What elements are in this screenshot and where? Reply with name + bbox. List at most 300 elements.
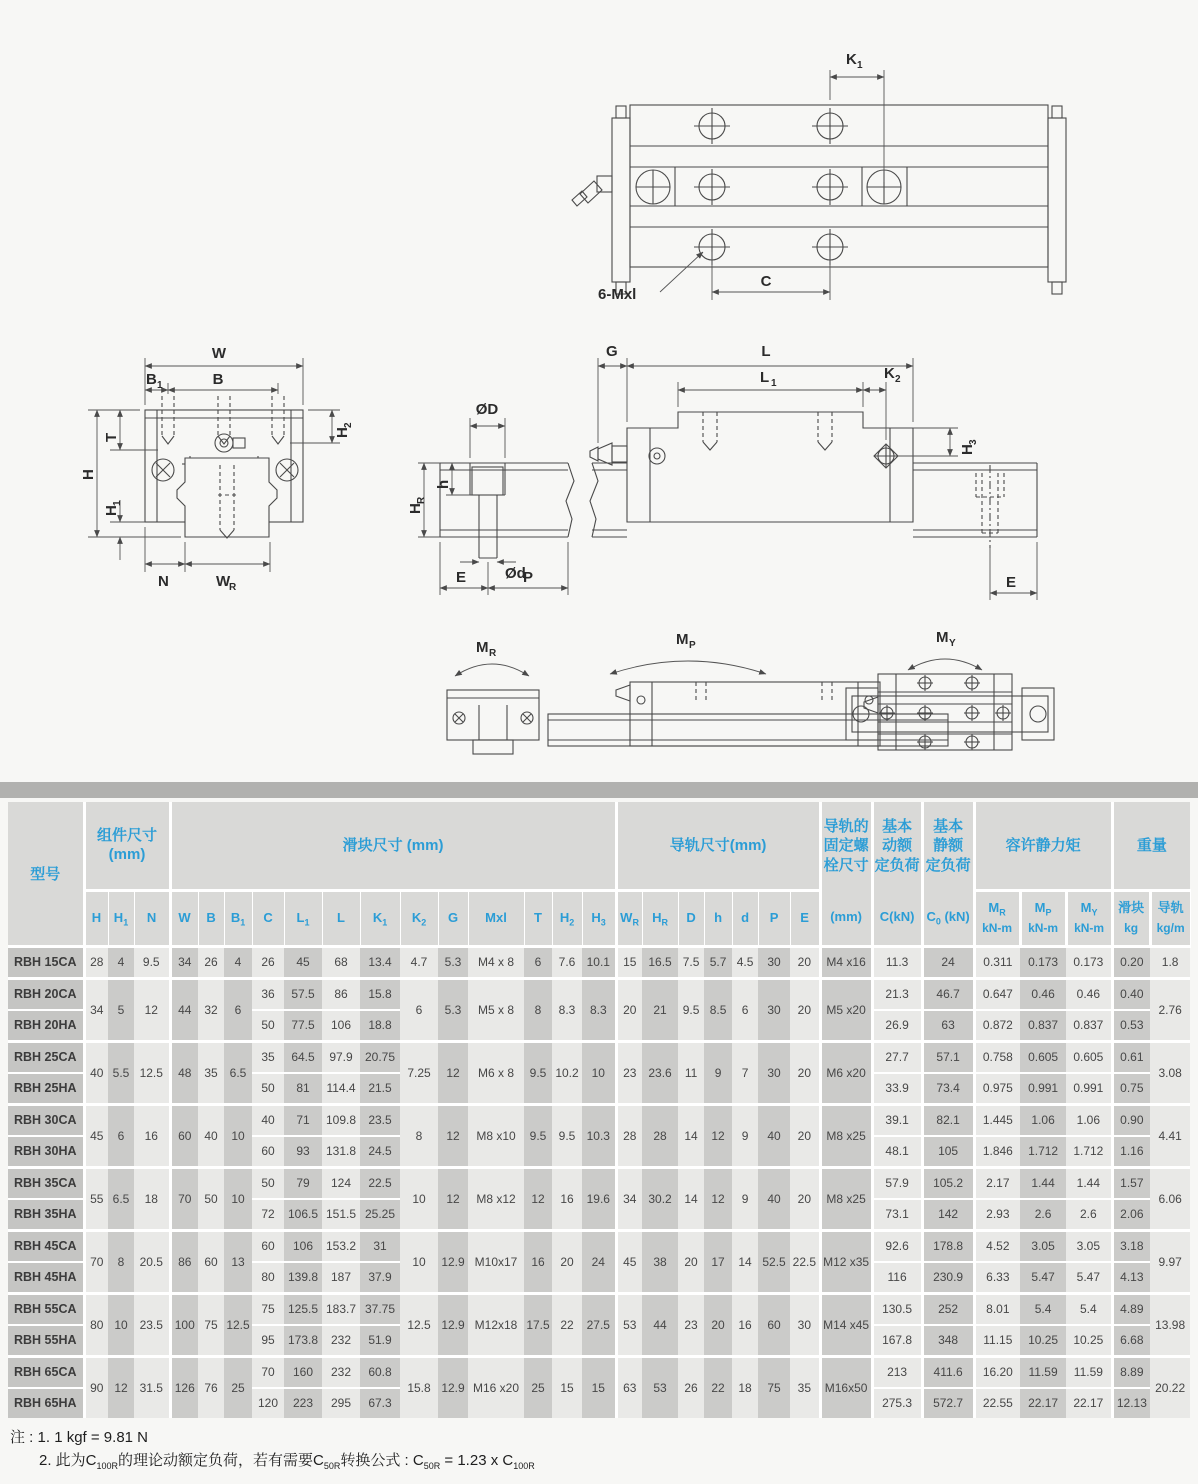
table-cell: 232 [322, 1325, 360, 1357]
table-cell: 93 [284, 1136, 322, 1168]
table-cell: 23.5 [360, 1104, 400, 1136]
dim-label-sub: 1 [157, 380, 163, 391]
table-cell: 21.5 [360, 1073, 400, 1105]
table-cell: 173.8 [284, 1325, 322, 1357]
footnote-1-text: 1. 1 kgf = 9.81 N [37, 1428, 149, 1446]
table-cell: 38 [642, 1230, 678, 1293]
table-cell: M4 x 8 [468, 946, 524, 978]
table-cell: 187 [322, 1262, 360, 1294]
table-cell: 5.3 [438, 946, 468, 978]
table-cell: 24 [582, 1230, 616, 1293]
column-header: $C_0$ (kN) [922, 890, 974, 946]
table-cell: 40 [758, 1167, 790, 1230]
table-cell: 0.75 [1112, 1073, 1150, 1105]
table-cell: 232 [322, 1356, 360, 1388]
table-cell: 34 [616, 1167, 642, 1230]
table-cell: 7.6 [552, 946, 582, 978]
table-cell: 31.5 [134, 1356, 170, 1418]
table-cell: 15.8 [400, 1356, 438, 1418]
table-cell: 5.47 [1020, 1262, 1066, 1294]
table-cell: 126 [170, 1356, 198, 1418]
dim-label: E [1006, 574, 1017, 591]
table-cell: 22.17 [1066, 1388, 1112, 1418]
table-cell: 5.47 [1066, 1262, 1112, 1294]
table-cell: 50 [198, 1167, 224, 1230]
table-cell: 22.5 [360, 1167, 400, 1199]
table-cell: 12 [524, 1167, 552, 1230]
table-cell: 8.3 [552, 978, 582, 1041]
dim-label-sub: 1 [112, 500, 123, 506]
table-cell: 80 [252, 1262, 284, 1294]
table-cell: 20 [678, 1230, 704, 1293]
table-cell: 6.06 [1150, 1167, 1190, 1230]
column-header: P [758, 890, 790, 946]
table-cell: 75 [198, 1293, 224, 1356]
table-cell: 1.712 [1066, 1136, 1112, 1168]
table-cell: 6 [732, 978, 758, 1041]
table-cell: 106 [284, 1230, 322, 1262]
table-cell: 90 [84, 1356, 108, 1418]
table-cell: 9.5 [524, 1104, 552, 1167]
table-cell: 30 [790, 1293, 820, 1356]
table-cell: 4.7 [400, 946, 438, 978]
table-cell: M6 x20 [820, 1041, 872, 1104]
table-cell: 70 [84, 1230, 108, 1293]
dim-label: E [456, 569, 467, 586]
table-cell: 124 [322, 1167, 360, 1199]
table-cell: 60.8 [360, 1356, 400, 1388]
table-cell: 34 [84, 978, 108, 1041]
table-cell: 2.93 [974, 1199, 1020, 1231]
dim-label: T [103, 432, 120, 442]
column-header: (mm) [820, 890, 872, 946]
table-row [8, 1230, 1190, 1262]
column-header: $W_R$ [616, 890, 642, 946]
dim-label-sub: 3 [968, 439, 979, 445]
table-cell: 106.5 [284, 1199, 322, 1231]
table-cell: 348 [922, 1325, 974, 1357]
table-cell: 0.173 [1020, 946, 1066, 978]
table-cell: 5.3 [438, 978, 468, 1041]
dim-label: C [760, 273, 772, 290]
table-cell: 7 [732, 1041, 758, 1104]
table-cell: 12.5 [224, 1293, 252, 1356]
table-cell: 12 [134, 978, 170, 1041]
thread-callout: 6-Mxl [598, 286, 637, 303]
table-cell: 10 [224, 1104, 252, 1167]
table-row [8, 1293, 1190, 1325]
dim-label: L [761, 343, 771, 360]
column-header: D [678, 890, 704, 946]
table-cell: 82.1 [922, 1104, 974, 1136]
table-cell: 50 [252, 1010, 284, 1042]
table-cell: 8.01 [974, 1293, 1020, 1325]
table-cell: 26 [252, 946, 284, 978]
table-cell: 16 [552, 1167, 582, 1230]
table-cell: 13.4 [360, 946, 400, 978]
table-cell: M5 x 8 [468, 978, 524, 1041]
dim-label-sub: Y [949, 638, 956, 649]
column-header: $K_2$ [400, 890, 438, 946]
grease-nipple-icon [572, 176, 612, 206]
dim-label-sub: R [489, 648, 497, 659]
table-cell: 6 [400, 978, 438, 1041]
table-cell: 12 [108, 1356, 134, 1418]
table-cell: 142 [922, 1199, 974, 1231]
table-cell: 79 [284, 1167, 322, 1199]
table-cell: 23 [678, 1293, 704, 1356]
table-cell: 2.06 [1112, 1199, 1150, 1231]
table-cell: 11.59 [1066, 1356, 1112, 1388]
table-cell: 68 [322, 946, 360, 978]
table-cell: 23.5 [134, 1293, 170, 1356]
table-row [8, 1167, 1190, 1199]
table-cell: 81 [284, 1073, 322, 1105]
column-header: 导轨 kg/m [1150, 890, 1190, 946]
table-cell: 109.8 [322, 1104, 360, 1136]
spec-table [8, 802, 1191, 1418]
table-cell: 97.9 [322, 1041, 360, 1073]
model-cell: RBH 55HA [8, 1325, 84, 1357]
column-header: $M_R$ kN-m [974, 890, 1020, 946]
table-cell: 153.2 [322, 1230, 360, 1262]
table-cell: 8.89 [1112, 1356, 1150, 1388]
table-cell: 15 [552, 1356, 582, 1418]
table-cell: 30 [758, 946, 790, 978]
table-cell: 12.5 [134, 1041, 170, 1104]
footnote-prefix: 注 : [10, 1428, 38, 1446]
table-cell: 48 [170, 1041, 198, 1104]
table-cell: 0.90 [1112, 1104, 1150, 1136]
table-cell: 73.4 [922, 1073, 974, 1105]
table-cell: 33.9 [872, 1073, 922, 1105]
model-cell: RBH 55CA [8, 1293, 84, 1325]
table-cell: 60 [252, 1230, 284, 1262]
table-cell: 72 [252, 1199, 284, 1231]
table-cell: 25.25 [360, 1199, 400, 1231]
table-cell: 1.44 [1066, 1167, 1112, 1199]
table-cell: 0.991 [1020, 1073, 1066, 1105]
table-cell: 1.846 [974, 1136, 1020, 1168]
column-header: N [134, 890, 170, 946]
model-cell: RBH 45HA [8, 1262, 84, 1294]
table-cell: 20.5 [134, 1230, 170, 1293]
table-cell: 35 [790, 1356, 820, 1418]
table-cell: 48.1 [872, 1136, 922, 1168]
table-cell: 12 [704, 1167, 732, 1230]
column-header: $B_1$ [224, 890, 252, 946]
table-cell: 20 [704, 1293, 732, 1356]
table-cell: 3.18 [1112, 1230, 1150, 1262]
table-cell: 23 [616, 1041, 642, 1104]
table-cell: 5 [108, 978, 134, 1041]
table-cell: 6 [108, 1104, 134, 1167]
block-front-view-drawing [80, 345, 354, 593]
table-cell: 4.41 [1150, 1104, 1190, 1167]
model-cell: RBH 65HA [8, 1388, 84, 1418]
table-cell: 80 [84, 1293, 108, 1356]
table-cell: 12 [438, 1167, 468, 1230]
table-cell: 4.13 [1112, 1262, 1150, 1294]
table-cell: 20 [790, 1041, 820, 1104]
column-header: Mxl [468, 890, 524, 946]
grease-nipple-icon [215, 434, 233, 452]
dim-label: K [846, 51, 857, 68]
table-cell: 12 [438, 1041, 468, 1104]
column-header: E [790, 890, 820, 946]
table-cell: 105 [922, 1136, 974, 1168]
column-group-header: 容许静力矩 [974, 802, 1112, 890]
table-cell: 100 [170, 1293, 198, 1356]
table-cell: 21 [642, 978, 678, 1041]
table-cell: 7.5 [678, 946, 704, 978]
dim-label: B [212, 371, 224, 388]
table-cell: 12 [704, 1104, 732, 1167]
table-cell: 28 [642, 1104, 678, 1167]
table-cell: 106 [322, 1010, 360, 1042]
table-cell: 0.758 [974, 1041, 1020, 1073]
table-cell: 1.44 [1020, 1167, 1066, 1199]
column-group-header: 基本 静额 定负荷 [922, 802, 974, 890]
table-cell: 70 [170, 1167, 198, 1230]
table-cell: 12 [438, 1104, 468, 1167]
table-cell: 9 [732, 1104, 758, 1167]
table-cell: 22.17 [1020, 1388, 1066, 1418]
dim-label-sub: 1 [857, 60, 863, 71]
dim-label: N [158, 573, 169, 590]
table-cell: 10 [400, 1167, 438, 1230]
table-cell: 8 [400, 1104, 438, 1167]
table-row [8, 1356, 1190, 1388]
table-cell: 0.605 [1066, 1041, 1112, 1073]
table-cell: 16 [524, 1230, 552, 1293]
table-cell: 22.5 [790, 1230, 820, 1293]
table-cell: 45 [616, 1230, 642, 1293]
column-header: $H_1$ [108, 890, 134, 946]
table-cell: 10 [108, 1293, 134, 1356]
table-cell: 14 [732, 1230, 758, 1293]
dim-label: H [959, 444, 976, 455]
table-cell: 411.6 [922, 1356, 974, 1388]
column-header: C(kN) [872, 890, 922, 946]
model-cell: RBH 45CA [8, 1230, 84, 1262]
table-cell: 252 [922, 1293, 974, 1325]
table-cell: 10.3 [582, 1104, 616, 1167]
table-cell: 18.8 [360, 1010, 400, 1042]
column-header: $H_R$ [642, 890, 678, 946]
table-cell: M14 x45 [820, 1293, 872, 1356]
table-cell: 10 [224, 1167, 252, 1230]
table-cell: 50 [252, 1167, 284, 1199]
mounting-hole-icon [636, 108, 901, 265]
table-cell: M8 x25 [820, 1104, 872, 1167]
side-view-drawing [407, 343, 1037, 600]
table-cell: 53 [616, 1293, 642, 1356]
table-cell: 2.6 [1066, 1199, 1112, 1231]
table-cell: 40 [198, 1104, 224, 1167]
table-cell: 0.837 [1020, 1010, 1066, 1042]
table-cell: 2.17 [974, 1167, 1020, 1199]
column-group-header: 滑块尺寸 (mm) [170, 802, 616, 890]
table-cell: 131.8 [322, 1136, 360, 1168]
table-cell: 20.75 [360, 1041, 400, 1073]
column-header: L [322, 890, 360, 946]
table-row [8, 978, 1190, 1010]
table-cell: 0.173 [1066, 946, 1112, 978]
table-cell: 76 [198, 1356, 224, 1418]
table-cell: 6.5 [224, 1041, 252, 1104]
table-cell: 70 [252, 1356, 284, 1388]
table-cell: 5.4 [1066, 1293, 1112, 1325]
table-cell: 40 [758, 1104, 790, 1167]
table-cell: 0.20 [1112, 946, 1150, 978]
table-cell: 71 [284, 1104, 322, 1136]
footnotes [10, 1426, 1198, 1473]
table-cell: 26 [198, 946, 224, 978]
table-cell: 8.5 [704, 978, 732, 1041]
table-cell: 20.22 [1150, 1356, 1190, 1418]
table-cell: 16 [732, 1293, 758, 1356]
table-cell: M10x17 [468, 1230, 524, 1293]
table-cell: 295 [322, 1388, 360, 1418]
table-cell: 57.5 [284, 978, 322, 1010]
table-cell: 1.16 [1112, 1136, 1150, 1168]
dim-label: ØD [475, 401, 499, 418]
table-cell: 1.445 [974, 1104, 1020, 1136]
table-cell: M16 x20 [468, 1356, 524, 1418]
table-cell: 37.9 [360, 1262, 400, 1294]
table-cell: 5.5 [108, 1041, 134, 1104]
table-cell: 63 [922, 1010, 974, 1042]
table-cell: 1.06 [1020, 1104, 1066, 1136]
table-cell: 75 [758, 1356, 790, 1418]
table-cell: M12x18 [468, 1293, 524, 1356]
table-cell: 4 [108, 946, 134, 978]
table-cell: 116 [872, 1262, 922, 1294]
table-cell: 9.97 [1150, 1230, 1190, 1293]
table-cell: 23.6 [642, 1041, 678, 1104]
dim-label: W [211, 345, 227, 362]
table-cell: 1.712 [1020, 1136, 1066, 1168]
table-cell: 12.13 [1112, 1388, 1150, 1418]
table-cell: 1.06 [1066, 1104, 1112, 1136]
table-cell: 14 [678, 1104, 704, 1167]
table-cell: 14 [678, 1167, 704, 1230]
table-cell: 12.9 [438, 1293, 468, 1356]
table-cell: 86 [322, 978, 360, 1010]
table-cell: 35 [252, 1041, 284, 1073]
table-cell: 57.1 [922, 1041, 974, 1073]
table-cell: 139.8 [284, 1262, 322, 1294]
moment-mr-diagram [447, 639, 539, 754]
table-cell: 1.8 [1150, 946, 1190, 978]
table-cell: 25 [524, 1356, 552, 1418]
table-cell: M16x50 [820, 1356, 872, 1418]
table-cell: 17 [704, 1230, 732, 1293]
table-cell: 4.89 [1112, 1293, 1150, 1325]
table-cell: 11.59 [1020, 1356, 1066, 1388]
table-cell: 92.6 [872, 1230, 922, 1262]
model-cell: RBH 30HA [8, 1136, 84, 1168]
table-cell: 0.605 [1020, 1041, 1066, 1073]
table-cell: 160 [284, 1356, 322, 1388]
model-cell: RBH 15CA [8, 946, 84, 978]
column-header: d [732, 890, 758, 946]
column-group-header: 基本 动额 定负荷 [872, 802, 922, 890]
dim-label: M [936, 629, 949, 646]
table-cell: 44 [170, 978, 198, 1041]
table-cell: 0.837 [1066, 1010, 1112, 1042]
table-cell: 32 [198, 978, 224, 1041]
model-cell: RBH 20HA [8, 1010, 84, 1042]
table-cell: 8.3 [582, 978, 616, 1041]
pilot-hole-icon [649, 448, 665, 464]
table-cell: 4.5 [732, 946, 758, 978]
table-cell: 75 [252, 1293, 284, 1325]
grease-nipple-icon [590, 443, 627, 465]
table-cell: M8 x10 [468, 1104, 524, 1167]
mounting-hole-icon [879, 675, 1011, 750]
table-cell: 2.6 [1020, 1199, 1066, 1231]
table-cell: 6.5 [108, 1167, 134, 1230]
table-cell: 7.25 [400, 1041, 438, 1104]
model-column-header: 型号 [8, 802, 84, 946]
table-cell: 0.991 [1066, 1073, 1112, 1105]
table-cell: 21.3 [872, 978, 922, 1010]
dim-label: M [476, 639, 489, 656]
table-row [8, 1041, 1190, 1073]
table-cell: 60 [170, 1104, 198, 1167]
bolt-head [472, 467, 503, 495]
table-cell: 45 [284, 946, 322, 978]
table-cell: 10 [400, 1230, 438, 1293]
table-cell: 44 [642, 1293, 678, 1356]
table-cell: M6 x 8 [468, 1041, 524, 1104]
footnote-2: 2. 此为$C_{100R}$的理论动额定负荷，若有需要$C_{50R}$转换公式 : $C_{50R} = 1.23$ x $C_{100R}$ [39, 1451, 535, 1471]
column-header: $H_2$ [552, 890, 582, 946]
dim-label: H [80, 469, 97, 480]
table-cell: 213 [872, 1356, 922, 1388]
table-cell: 24 [922, 946, 974, 978]
column-header: 滑块 kg [1112, 890, 1150, 946]
table-cell: 20 [616, 978, 642, 1041]
table-cell: 22.55 [974, 1388, 1020, 1418]
table-cell: 114.4 [322, 1073, 360, 1105]
table-cell: M12 x35 [820, 1230, 872, 1293]
table-cell: 45 [84, 1104, 108, 1167]
table-cell: 9 [732, 1167, 758, 1230]
dim-label: L [760, 369, 770, 386]
table-cell: 36 [252, 978, 284, 1010]
dim-label: H [407, 503, 424, 514]
column-header: W [170, 890, 198, 946]
table-cell: 15 [582, 1356, 616, 1418]
table-cell: 10.25 [1066, 1325, 1112, 1357]
dim-label: B [146, 371, 157, 388]
dim-label: G [606, 343, 618, 360]
table-cell: 31 [360, 1230, 400, 1262]
table-cell: 10.1 [582, 946, 616, 978]
dim-label: H [334, 427, 351, 438]
table-cell: 15 [616, 946, 642, 978]
table-cell: M8 x12 [468, 1167, 524, 1230]
table-cell: 9.5 [552, 1104, 582, 1167]
dim-label: M [676, 631, 689, 648]
table-row [8, 946, 1190, 978]
table-cell: 16 [134, 1104, 170, 1167]
table-cell: 275.3 [872, 1388, 922, 1418]
dim-label-sub: P [689, 640, 696, 651]
